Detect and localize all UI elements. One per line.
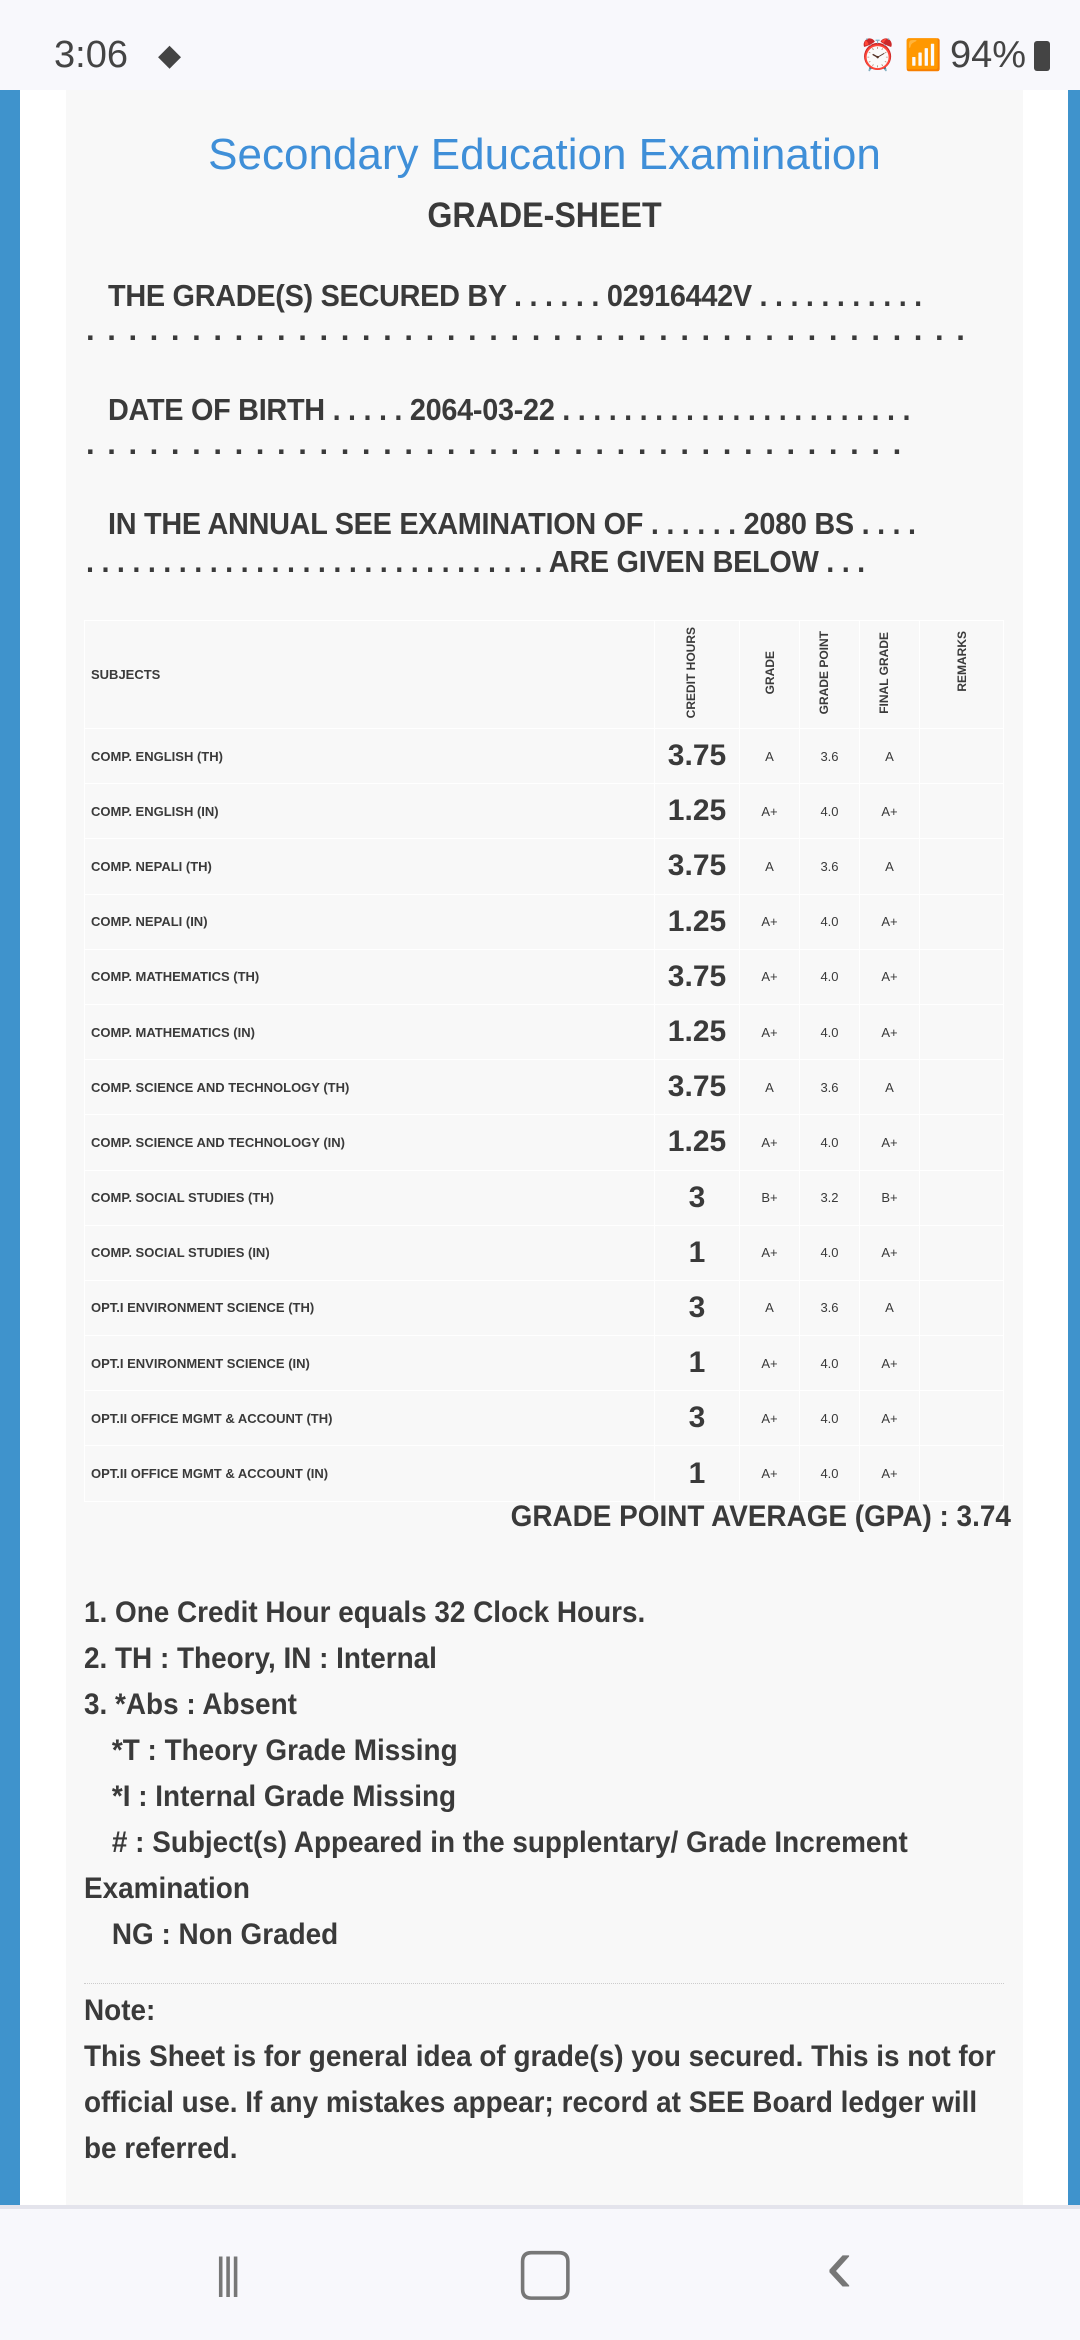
table-row: [85, 1004, 1004, 1059]
credit-hours-cell: 1: [655, 1225, 740, 1280]
grade-point-cell: 4.0: [800, 1115, 860, 1170]
grade-cell: A+: [740, 1391, 800, 1446]
remarks-cell: [920, 729, 1004, 784]
remarks-cell: [920, 1446, 1004, 1501]
legend-item: *T : Theory Grade Missing: [111, 1734, 458, 1767]
header-credit-hours: CREDIT HOURS: [684, 627, 698, 719]
credit-hours-cell: 3.75: [655, 729, 740, 784]
recents-button[interactable]: |||: [215, 2249, 238, 2298]
header-remarks: REMARKS: [954, 631, 969, 692]
final-grade-cell: A: [860, 1060, 920, 1115]
table-row: [85, 1225, 1004, 1280]
header-grade: GRADE: [762, 651, 777, 695]
subject-cell: COMP. ENGLISH (IN): [85, 784, 655, 839]
remarks-cell: [920, 1336, 1004, 1391]
grades-table: [84, 620, 1004, 1502]
remarks-cell: [920, 839, 1004, 894]
grade-cell: A: [740, 1060, 800, 1115]
divider: [84, 1983, 1004, 1984]
credit-hours-cell: 1.25: [655, 1004, 740, 1059]
exam-year-line: IN THE ANNUAL SEE EXAMINATION OF . . . . . . 2080 BS . . . .: [108, 506, 916, 541]
subject-cell: OPT.I ENVIRONMENT SCIENCE (IN): [85, 1336, 655, 1391]
legend-item: 3. *Abs : Absent: [84, 1688, 297, 1721]
grade-point-cell: 3.2: [800, 1170, 860, 1225]
grade-cell: A: [740, 839, 800, 894]
credit-hours-cell: 1.25: [655, 784, 740, 839]
gpa: GRADE POINT AVERAGE (GPA) : 3.74: [510, 1500, 1011, 1533]
grade-point-cell: 4.0: [800, 784, 860, 839]
note-text: This Sheet is for general idea of grade(s) you secured. This is not for official use. If any mistakes appear; record at SEE Board ledger will be referred.: [84, 2040, 996, 2165]
legend-item: NG : Non Graded: [111, 1918, 339, 1951]
disclaimer: [84, 1988, 1014, 2172]
dob-line: DATE OF BIRTH . . . . . 2064-03-22 . . . . . . . . . . . . . . . . . . . . . . .: [108, 392, 911, 427]
grade-point-cell: 4.0: [800, 1225, 860, 1280]
final-grade-cell: A+: [860, 1336, 920, 1391]
given-below-line: . . . . . . . . . . . . . . . . . . . . . . . . . . . . . . ARE GIVEN BELOW . . .: [86, 544, 865, 579]
credit-hours-cell: 3.75: [655, 1060, 740, 1115]
remarks-cell: [920, 1060, 1004, 1115]
header-subjects: SUBJECTS: [85, 621, 655, 729]
table-row: [85, 1280, 1004, 1335]
legend-item: 2. TH : Theory, IN : Internal: [84, 1642, 437, 1675]
legend-item: # : Subject(s) Appeared in the supplentary/ Grade Increment: [111, 1826, 908, 1859]
subject-cell: COMP. SOCIAL STUDIES (TH): [85, 1170, 655, 1225]
table-row: [85, 1336, 1004, 1391]
table-row: [85, 949, 1004, 1004]
grade-point-cell: 4.0: [800, 1446, 860, 1501]
final-grade-cell: A+: [860, 1115, 920, 1170]
final-grade-cell: B+: [860, 1170, 920, 1225]
dots-line: . . . . . . . . . . . . . . . . . . . . . . . . . . . . . . . . . . . . . . . . . .: [86, 312, 967, 347]
alarm-icon: ⏰: [859, 39, 897, 72]
credit-hours-cell: 3: [655, 1391, 740, 1446]
grade-cell: A: [740, 1280, 800, 1335]
table-row: [85, 1446, 1004, 1501]
subject-cell: COMP. NEPALI (TH): [85, 839, 655, 894]
subject-cell: COMP. ENGLISH (TH): [85, 729, 655, 784]
header-final-grade: FINAL GRADE: [876, 632, 891, 714]
grade-point-cell: 3.6: [800, 839, 860, 894]
table-row: [85, 1060, 1004, 1115]
grade-cell: A+: [740, 1336, 800, 1391]
table-row: [85, 839, 1004, 894]
remarks-cell: [920, 1225, 1004, 1280]
grade-cell: B+: [740, 1170, 800, 1225]
legend-item: *I : Internal Grade Missing: [111, 1780, 457, 1813]
page-border-right: [1068, 90, 1080, 2205]
exam-title: Secondary Education Examination: [208, 130, 881, 179]
grade-point-cell: 3.6: [800, 729, 860, 784]
final-grade-cell: A: [860, 839, 920, 894]
grade-point-cell: 4.0: [800, 894, 860, 949]
legend-notes: [84, 1590, 1004, 1958]
grade-point-cell: 4.0: [800, 1391, 860, 1446]
grade-cell: A+: [740, 894, 800, 949]
subject-cell: COMP. MATHEMATICS (IN): [85, 1004, 655, 1059]
wifi-icon: 📶: [904, 39, 942, 72]
table-row: [85, 1170, 1004, 1225]
legend-item: 1. One Credit Hour equals 32 Clock Hours.: [84, 1596, 646, 1629]
final-grade-cell: A+: [860, 1391, 920, 1446]
grade-cell: A+: [740, 949, 800, 1004]
grade-point-cell: 4.0: [800, 949, 860, 1004]
final-grade-cell: A: [860, 729, 920, 784]
credit-hours-cell: 3.75: [655, 949, 740, 1004]
sheet-subtitle: GRADE-SHEET: [427, 196, 662, 235]
remarks-cell: [920, 1004, 1004, 1059]
dots-line: . . . . . . . . . . . . . . . . . . . . . . . . . . . . . . . . . . . . . . .: [86, 426, 904, 461]
app-notification-icon: ◆: [158, 39, 182, 72]
final-grade-cell: A+: [860, 1225, 920, 1280]
final-grade-cell: A+: [860, 1004, 920, 1059]
remarks-cell: [920, 1391, 1004, 1446]
credit-hours-cell: 1.25: [655, 1115, 740, 1170]
clock: 3:06: [54, 34, 128, 76]
credit-hours-cell: 1: [655, 1336, 740, 1391]
table-row: [85, 784, 1004, 839]
table-row: [85, 1391, 1004, 1446]
battery-icon: [1034, 41, 1050, 71]
credit-hours-cell: 3: [655, 1170, 740, 1225]
subject-cell: OPT.II OFFICE MGMT & ACCOUNT (TH): [85, 1391, 655, 1446]
legend-item: Examination: [84, 1872, 250, 1905]
remarks-cell: [920, 1115, 1004, 1170]
battery-level: 94%: [949, 34, 1026, 76]
status-bar: [0, 0, 1080, 90]
grade-point-cell: 4.0: [800, 1004, 860, 1059]
grade-cell: A: [740, 729, 800, 784]
home-button[interactable]: ▢: [515, 2234, 576, 2306]
grade-cell: A+: [740, 1225, 800, 1280]
credit-hours-cell: 1.25: [655, 894, 740, 949]
page-border-left: [0, 90, 20, 2205]
navigation-bar: [0, 2205, 1080, 2340]
header-grade-point: GRADE POINT: [816, 631, 831, 715]
subject-cell: OPT.I ENVIRONMENT SCIENCE (TH): [85, 1280, 655, 1335]
remarks-cell: [920, 894, 1004, 949]
credit-hours-cell: 3: [655, 1280, 740, 1335]
final-grade-cell: A: [860, 1280, 920, 1335]
symbol-number-line: THE GRADE(S) SECURED BY . . . . . . 02916442V . . . . . . . . . . .: [108, 278, 922, 313]
note-label: Note:: [84, 1994, 156, 2027]
grade-point-cell: 3.6: [800, 1280, 860, 1335]
subject-cell: COMP. SCIENCE AND TECHNOLOGY (TH): [85, 1060, 655, 1115]
subject-cell: COMP. SCIENCE AND TECHNOLOGY (IN): [85, 1115, 655, 1170]
grade-cell: A+: [740, 1004, 800, 1059]
subject-cell: COMP. SOCIAL STUDIES (IN): [85, 1225, 655, 1280]
final-grade-cell: A+: [860, 949, 920, 1004]
grade-sheet: [66, 90, 1023, 2205]
remarks-cell: [920, 949, 1004, 1004]
final-grade-cell: A+: [860, 784, 920, 839]
grade-point-cell: 3.6: [800, 1060, 860, 1115]
grade-point-cell: 4.0: [800, 1336, 860, 1391]
grade-cell: A+: [740, 1446, 800, 1501]
table-row: [85, 729, 1004, 784]
subject-cell: COMP. NEPALI (IN): [85, 894, 655, 949]
table-row: [85, 894, 1004, 949]
credit-hours-cell: 1: [655, 1446, 740, 1501]
final-grade-cell: A+: [860, 894, 920, 949]
table-row: [85, 1115, 1004, 1170]
remarks-cell: [920, 784, 1004, 839]
subject-cell: COMP. MATHEMATICS (TH): [85, 949, 655, 1004]
credit-hours-cell: 3.75: [655, 839, 740, 894]
grade-cell: A+: [740, 1115, 800, 1170]
subject-cell: OPT.II OFFICE MGMT & ACCOUNT (IN): [85, 1446, 655, 1501]
remarks-cell: [920, 1170, 1004, 1225]
grade-cell: A+: [740, 784, 800, 839]
back-button[interactable]: ‹: [826, 2220, 853, 2309]
remarks-cell: [920, 1280, 1004, 1335]
final-grade-cell: A+: [860, 1446, 920, 1501]
